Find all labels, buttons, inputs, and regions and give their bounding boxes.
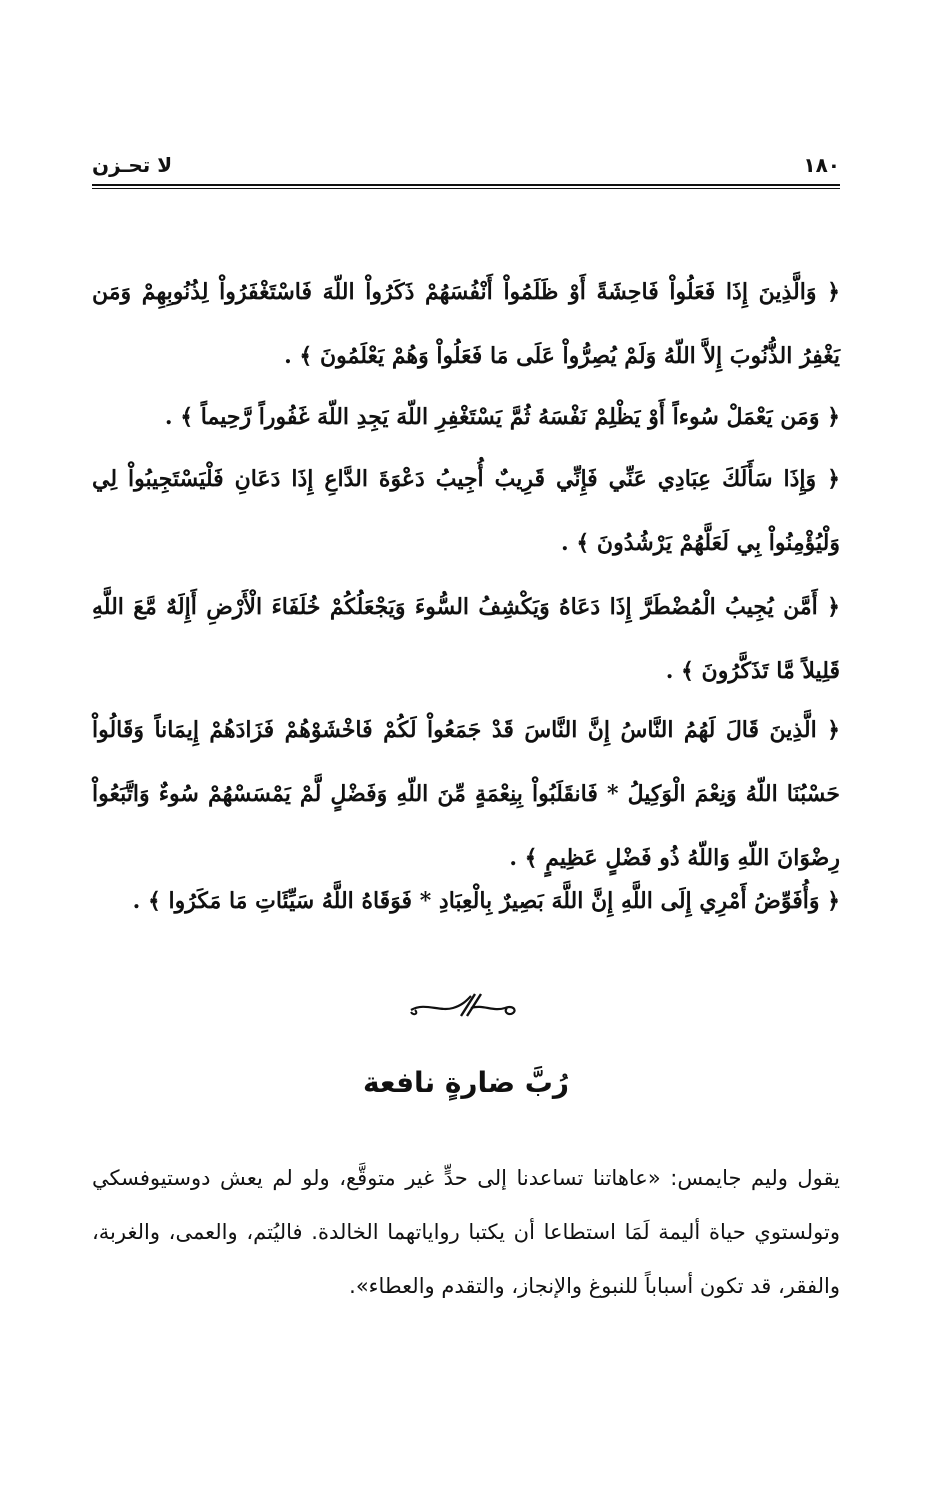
header-rule [92, 184, 840, 186]
quran-verse: ﴿ وَأُفَوِّضُ أَمْرِي إِلَى اللَّهِ إِنَّ اللَّهَ بَصِيرٌ بِالْعِبَادِ * فَوَقَاهُ اللَّهُ سَيِّئَاتِ مَا مَكَرُوا ﴾ . [132, 888, 840, 914]
header-rule-thin [92, 188, 840, 189]
book-title: لا تحـزن [92, 153, 173, 177]
quran-verse: ﴿ أَمَّن يُجِيبُ الْمُضْطَرَّ إِذَا دَعَاهُ وَيَكْشِفُ السُّوءَ وَيَجْعَلُكُمْ خُلَفَاءَ الْأَرْضِ أَإِلَهٌ مَّعَ اللَّهِ قَلِيلاً مَّا تَذَكَّرُونَ ﴾ . [92, 594, 840, 684]
page-header [92, 150, 840, 180]
section-heading: رُبَّ ضارةٍ نافعة [362, 1066, 570, 1099]
section-paragraph: يقول وليم جايمس: «عاهاتنا تساعدنا إلى حدٍّ غير متوقَّع، ولو لم يعش دوستيوفسكي وتولستوي حياة أليمة لَمَا استطاعا أن يكتبا رواياتهما الخالدة. فاليُتم، والعمى، والغربة، والفقر، قد تكون أسباباً للنبوغ والإنجاز، والتقدم والعطاء». [92, 1166, 840, 1298]
page-number: ١٨٠ [803, 153, 840, 177]
quran-verse: ﴿ وَإِذَا سَأَلَكَ عِبَادِي عَنِّي فَإِنِّي قَرِيبٌ أُجِيبُ دَعْوَةَ الدَّاعِ إِذَا دَعَانِ فَلْيَسْتَجِيبُواْ لِي وَلْيُؤْمِنُواْ بِي لَعَلَّهُمْ يَرْشُدُونَ ﴾ . [92, 466, 840, 556]
quran-verse: ﴿ الَّذِينَ قَالَ لَهُمُ النَّاسُ إِنَّ النَّاسَ قَدْ جَمَعُواْ لَكُمْ فَاخْشَوْهُمْ فَزَادَهُمْ إِيمَاناً وَقَالُواْ حَسْبُنَا اللّهُ وَنِعْمَ الْوَكِيلُ * فَانقَلَبُواْ بِنِعْمَةٍ مِّنَ اللّهِ وَفَضْلٍ لَّمْ يَمْسَسْهُمْ سُوءٌ وَاتَّبَعُواْ رِضْوَانَ اللّهِ وَاللّهُ ذُو فَضْلٍ عَظِيمٍ ﴾ . [92, 717, 840, 871]
quran-verse: ﴿ وَالَّذِينَ إِذَا فَعَلُواْ فَاحِشَةً أَوْ ظَلَمُواْ أَنْفُسَهُمْ ذَكَرُواْ اللّهَ فَاسْتَغْفَرُواْ لِذُنُوبِهِمْ وَمَن يَغْفِرُ الذُّنُوبَ إِلاَّ اللّهُ وَلَمْ يُصِرُّواْ عَلَى مَا فَعَلُواْ وَهُمْ يَعْلَمُونَ ﴾ . [92, 279, 840, 369]
quran-verse: ﴿ وَمَن يَعْمَلْ سُوءاً أَوْ يَظْلِمْ نَفْسَهُ ثُمَّ يَسْتَغْفِرِ اللّهَ يَجِدِ اللّهَ غَفُوراً رَّحِيماً ﴾ . [164, 404, 840, 430]
ornament-divider-icon [405, 988, 525, 1022]
